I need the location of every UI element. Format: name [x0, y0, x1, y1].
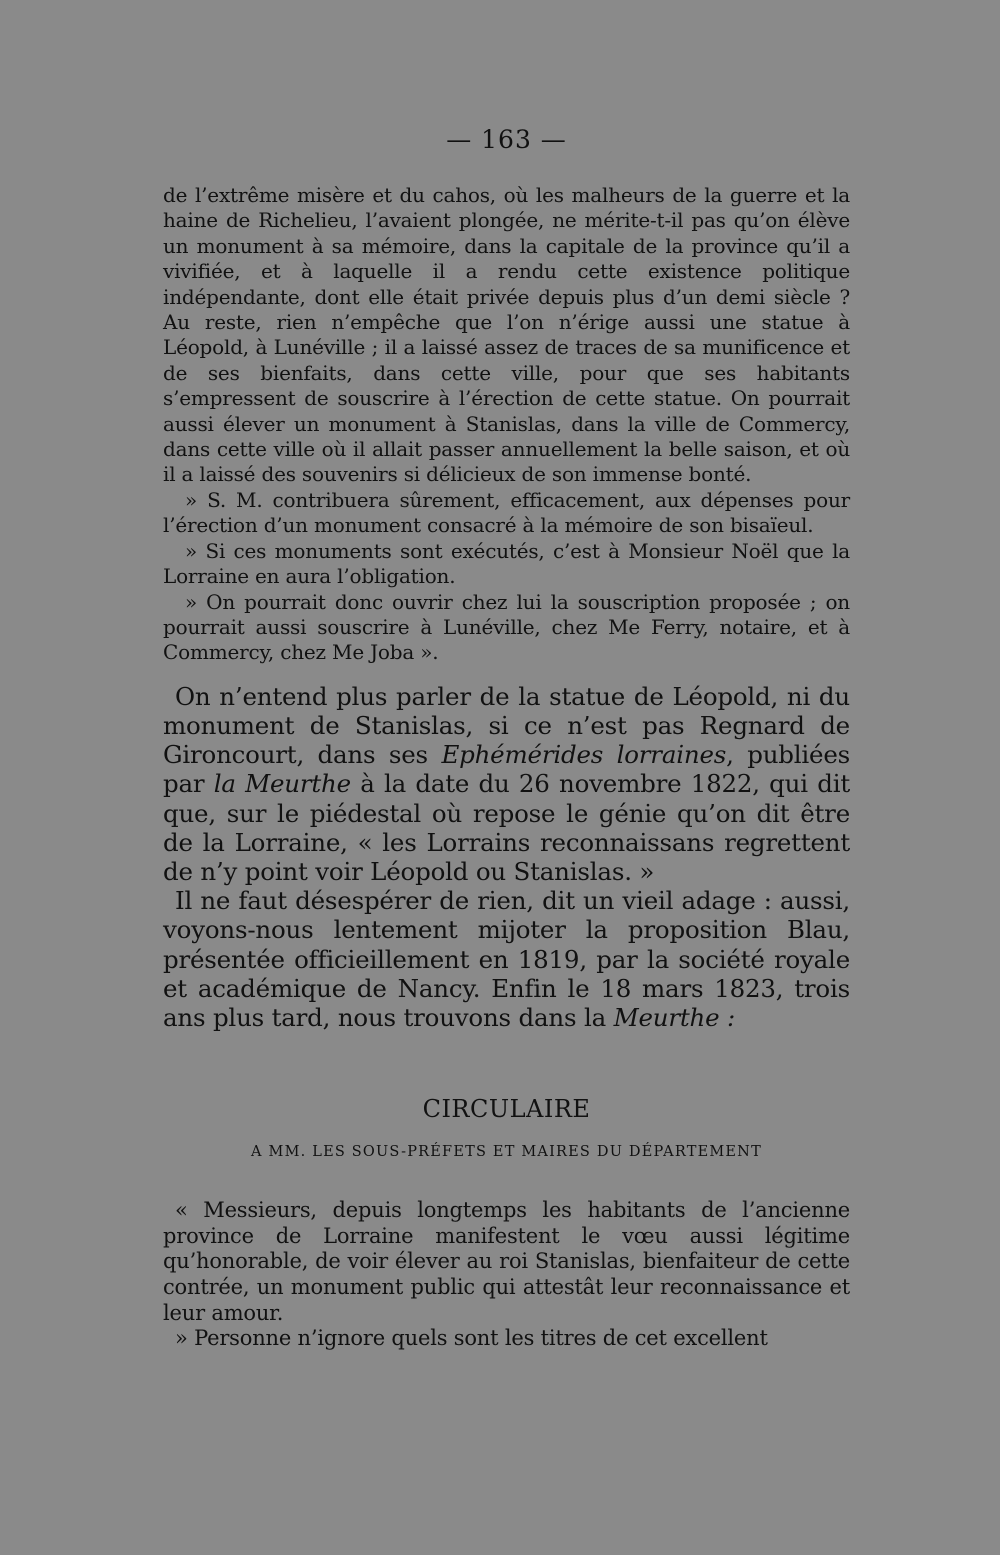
body-paragraph: [163, 682, 850, 886]
page-number: — 163 —: [446, 125, 567, 154]
quote-paragraph: de l’extrême misère et du cahos, où les malheurs de la guerre et la haine de Richelieu, l’avaient plongée, ne mérite-t-il pas qu’on élève un monument à sa mémoire, dans la capitale de la province qu’il a vivifiée, et à laquelle il a rendu cette existence politique indépendante, dont elle était privée depuis plus d’un demi siècle ? Au reste, rien n’empêche que l’on n’érige aussi une statue à Léopold, à Lunéville ; il a laissé assez de traces de sa munificence et de ses bienfaits, dans cette ville, pour que ses habitants s’empressent de souscrire à l’érection de cette statue. On pourrait aussi élever un monument à Stanislas, dans la ville de Commercy, dans cette ville où il allait passer annuellement la belle saison, et où il a laissé des souvenirs si délicieux de son immense bonté.: [163, 183, 850, 487]
circular-paragraph: » Personne n’ignore quels sont les titres de cet excellent: [175, 1326, 768, 1351]
body-paragraph: [163, 886, 850, 1032]
document-page: [163, 125, 850, 1352]
quote-paragraph: » On pourrait donc ouvrir chez lui la souscription proposée ; on pourrait aussi souscrire à Lunéville, chez Me Ferry, notaire, et à Commercy, chez Me Joba ».: [163, 589, 850, 665]
quote-paragraph: » Si ces monuments sont exécutés, c’est à Monsieur Noël que la Lorraine en aura l’obligation.: [163, 538, 850, 589]
body-text-run: On n’entend plus parler de la statue de Léopold, ni du monument de Stanislas, si ce n’est pas Regnard de Gironcourt, dans ses: [163, 681, 850, 770]
quoted-letter: [163, 183, 850, 666]
body-text-run: , publiées par: [163, 740, 850, 799]
body-text-run: Il ne faut désespérer de rien, dit un vieil adage : aussi, voyons-nous lentement mijoter la proposition Blau, présentée officieillement en 1819, par la société royale et académique de Nancy. Enfin le 18 mars 1823, trois ans plus tard, nous trouvons dans la: [163, 886, 850, 1032]
body-italic-title: la Meurthe: [213, 769, 351, 799]
circular-title: CIRCULAIRE: [422, 1095, 591, 1124]
body-italic-title: Ephémérides lorraines: [441, 740, 727, 770]
circular-text: [163, 1198, 850, 1352]
body-italic-title: Meurthe :: [613, 1002, 736, 1032]
circular-paragraph: « Messieurs, depuis longtemps les habitants de l’ancienne province de Lorraine manifestent le vœu aussi légitime qu’honorable, de voir élever au roi Stanislas, bienfaiteur de cette contrée, un monument public qui attestât leur reconnaissance et leur amour.: [163, 1198, 850, 1325]
circular-subtitle: A MM. LES SOUS-PRÉFETS ET MAIRES DU DÉPARTEMENT: [251, 1144, 762, 1161]
body-text: [163, 682, 850, 1032]
quote-paragraph: » S. M. contribuera sûrement, efficacement, aux dépenses pour l’érection d’un monument consacré à la mémoire de son bisaïeul.: [163, 487, 850, 538]
body-text-run: à la date du 26 novembre 1822, qui dit que, sur le piédestal où repose le génie qu’on dit être de la Lorraine, « les Lorrains reconnaissans regrettent de n’y point voir Léopold ou Stanislas. »: [163, 769, 850, 886]
